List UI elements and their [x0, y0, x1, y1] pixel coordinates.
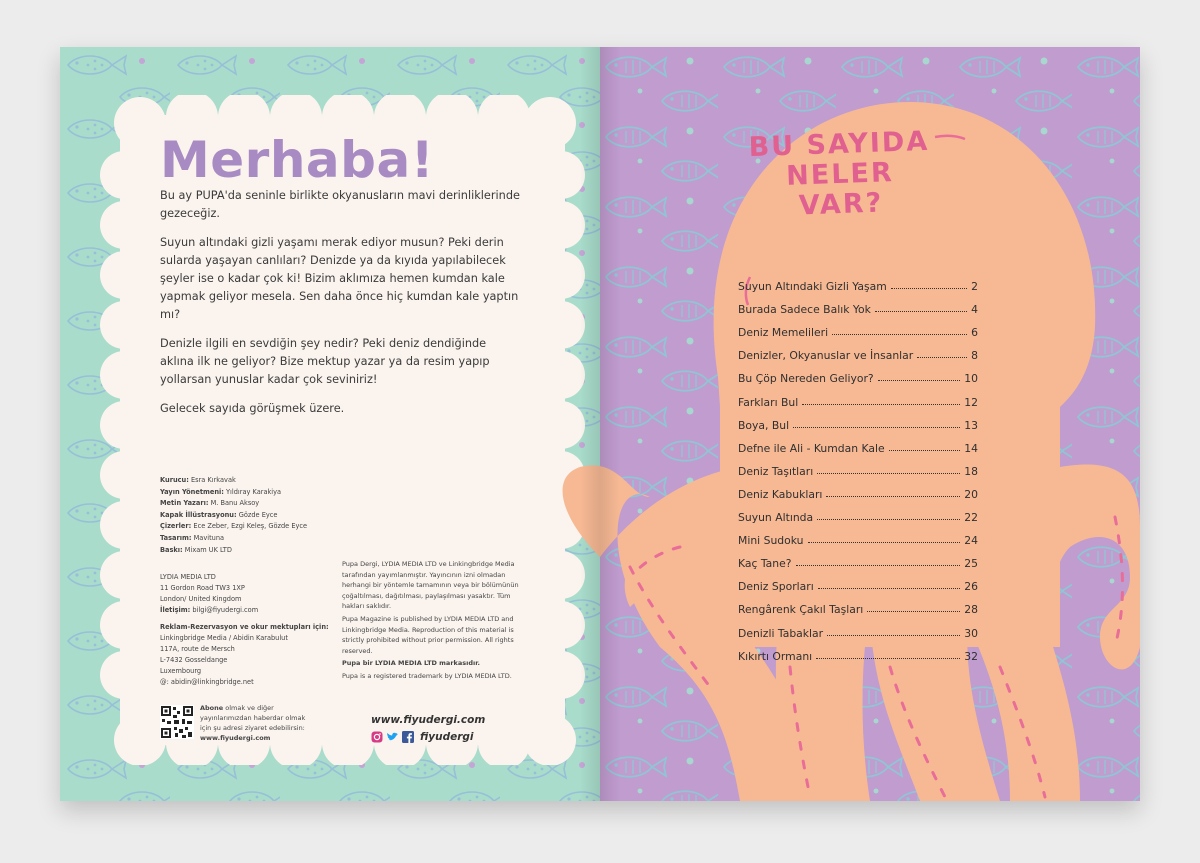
left-page	[60, 47, 600, 801]
social-handle[interactable]: fiyudergi	[420, 731, 474, 743]
intro-paragraph: Suyun altındaki gizli yaşamı merak ediyor musun? Peki derin sularda yaşayan canlıları? Denizde ya da kıyıda yapılabilecek şeyler ise o kadar çok ki! Bizim aklımıza hemen kumdan kale yapmak geliyor mesela. Sen daha önce hiç kumdan kale yaptın mı?	[160, 236, 519, 321]
toc-item[interactable]: Deniz Sporları 26	[738, 580, 978, 594]
page-title: Merhaba!	[160, 131, 434, 189]
twitter-icon[interactable]	[386, 731, 399, 743]
toc-item[interactable]: Kaç Tane? 25	[738, 557, 978, 571]
toc-item[interactable]: Kıkırtı Ormanı 32	[738, 649, 978, 663]
toc-item[interactable]: Farkları Bul 12	[738, 395, 978, 409]
toc-item[interactable]: Suyun Altındaki Gizli Yaşam 2	[738, 280, 978, 294]
toc-item[interactable]: Deniz Memelileri 6	[738, 326, 978, 340]
intro-paragraph: Denizle ilgili en sevdiğin şey nedir? Peki deniz dendiğinde aklına ilk ne geliyor? Bize mektup yazar ya da resim yapıp yollarsan yunuslar kadar çok seviniriz!	[160, 337, 490, 386]
subscribe-note: Abone olmak ve diğer yayınlarımızdan haberdar olmak için şu adresi ziyaret edebilirsin: www.fiyudergi.com	[200, 704, 306, 742]
page-fold	[580, 47, 620, 801]
credit-line: Baskı: Mixam UK LTD	[160, 545, 232, 554]
intro-paragraph: Gelecek sayıda görüşmek üzere.	[160, 402, 345, 415]
instagram-icon[interactable]	[371, 731, 383, 743]
social-links	[371, 731, 474, 743]
toc-item[interactable]: Denizler, Okyanuslar ve İnsanlar 8	[738, 349, 978, 363]
website-link[interactable]: www.fiyudergi.com	[371, 714, 486, 726]
toc-title: BU SAYIDA NELER VAR?	[748, 125, 930, 222]
legal-notice: Pupa Dergi, LYDIA MEDIA LTD ve Linkingbridge Media tarafından yayımlanmıştır. Yayıncının izni olmadan herhangi bir yöntemle tamamının veya bir bölümünün çoğaltılması, dağıtılması, paylaşılması yasaktır. Tüm hakları saklıdır. Pupa Magazine is published by LYDIA MEDIA LTD and Linkingbridge Media. Reproduction of this material is strictly prohibited without prior permission. All rights reserved. Pupa bir LYDIA MEDIA LTD markasıdır. Pupa is a registered trademark by LYDIA MEDIA LTD.	[342, 560, 519, 680]
qr-code-icon[interactable]	[160, 705, 194, 739]
credits-list	[160, 475, 307, 556]
credit-line: Metin Yazarı: M. Banu Aksoy	[160, 499, 260, 508]
credit-line: Kapak İllüstrasyonu: Gözde Eyce	[160, 510, 278, 519]
credit-line: Yayın Yönetmeni: Yıldıray Karakiya	[160, 487, 282, 496]
toc-item[interactable]: Suyun Altında 22	[738, 511, 978, 525]
credit-line: Tasarım: Mavituna	[160, 533, 225, 542]
intro-paragraph: Bu ay PUPA'da seninle birlikte okyanusların mavi derinliklerinde gezeceğiz.	[160, 189, 520, 220]
company-name: LYDIA MEDIA LTD	[160, 573, 216, 581]
toc-item[interactable]: Deniz Kabukları 20	[738, 487, 978, 501]
credit-line: Kurucu: Esra Kırkavak	[160, 476, 236, 484]
facebook-icon[interactable]	[402, 731, 414, 743]
reservation-label: Reklam-Rezervasyon ve okur mektupları için:	[160, 623, 329, 631]
toc-item[interactable]: Rengârenk Çakıl Taşları 28	[738, 603, 978, 617]
table-of-contents	[738, 270, 978, 663]
toc-item[interactable]: Burada Sadece Balık Yok 4	[738, 303, 978, 317]
toc-item[interactable]: Bu Çöp Nereden Geliyor? 10	[738, 372, 978, 386]
toc-item[interactable]: Mini Sudoku 24	[738, 534, 978, 548]
credit-line: Çizerler: Ece Zeber, Ezgi Keleş, Gözde Eyce	[160, 522, 308, 531]
toc-item[interactable]: Defne ile Ali - Kumdan Kale 14	[738, 441, 978, 455]
subscribe-link[interactable]: www.fiyudergi.com	[200, 734, 271, 742]
toc-item[interactable]: Denizli Tabaklar 30	[738, 626, 978, 640]
intro-text	[160, 187, 522, 429]
publisher-address: LYDIA MEDIA LTD 11 Gordon Road TW3 1XP London/ United Kingdom İletişim: bilgi@fiyudergi.com Reklam-Rezervasyon ve okur mektupları için: Linkingbridge Media / Abidin Karabulut 117A, route de Mersch L-7432 Gosseldange Luxembourg @: abidin@linkingbridge.net	[160, 573, 329, 686]
magazine-spread	[60, 47, 1140, 801]
toc-item[interactable]: Boya, Bul 13	[738, 418, 978, 432]
toc-item[interactable]: Deniz Taşıtları 18	[738, 464, 978, 478]
